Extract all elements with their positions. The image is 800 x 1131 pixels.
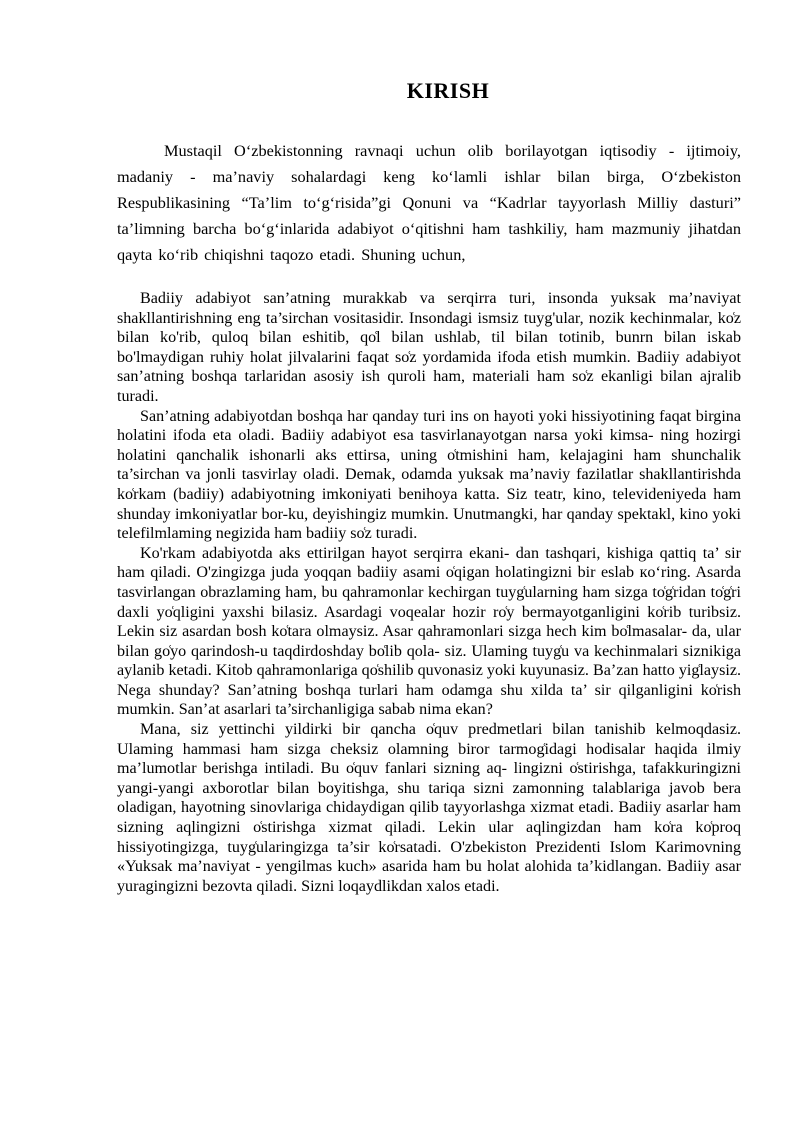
page-title: KIRISH — [406, 78, 490, 103]
paragraph-2: San’atning adabiyotdan boshqa har qanday turi ins on hayoti yoki hissiyotining faqat birgina holatini ifoda eta oladi. Badiiy adabiyot esa tasvirlanayotgan narsa yoki kimsa- ning hozirgi holatini qanchalik ishonarli aks ettirsa, uning o͑tmishini ham, kelajagini ham shunchalik ta’sirchan va jonli tasvirlay oladi. Demak, odamda yuksak ma’naviy fazilatlar shakllantirishda ko͑rkam (badiiy) adabiyotning imkoniyati benihoya katta. Siz teatr, kino, televideniyeda ham shunday imkoniyatlar bor-ku, deyishingiz mumkin. Unutmangki, har qanday spektakl, kino yoki telefilmlaming negizida ham badiiy so͑z turadi. — [117, 407, 741, 543]
paragraph-1: Badiiy adabiyot san’atning murakkab va serqirra turi, insonda yuksak ma’naviyat shakllantirishning eng ta’sirchan vositasidir. Insondagi ismsiz tuyg'ular, nozik kechinmalar, ko͑z bilan ko'rib, quloq bilan eshitib, qo͑l bilan ushlab, til bilan totinib, bunrn bilan iskab bo'lmaydigan ruhiy holat jilvalarini faqat so͑z yordamida ifoda etish mumkin. Badiiy adabiyot san’atning boshqa tarlaridan asosiy ish quroli ham, materiali ham so͑z ekanligi bilan ajralib turadi. — [117, 290, 741, 405]
paragraph-4: Mana, siz yettinchi yildirki bir qancha o͑quv predmetlari bilan tanishib kelmoqdasiz. Ulaming hammasi ham sizga cheksiz olamning biror tarmog͑idagi hodisalar haqida ilmiy ma’lumotlar berishga intiladi. Bu o͑quv fanlari sizning aq- lingizni o͑stirishga, tafakkuringizni yangi-yangi axborotlar bilan boyitishga, shu tariqa sizni zamonning talablariga javob bera oladigan, hayotning sinovlariga chidaydigan qilib tayyorlashga xizmat etadi. Badiiy asarlar ham sizning aqlingizni o͑stirishga xizmat qiladi. Lekin ular aqlingizdan ham ko͑ra ko͑proq hissiyotingizga, tuyg͑ularingizga ta’sir ko͑rsatadi. O'zbekiston Prezidenti Islom Karimovning «Yuksak ma’naviyat - yengilmas kuch» asarida ham bu holat alohida ta’kidlangan. Badiiy asar yuragingizni bezovta qiladi. Sizni loqaydlikdan xalos etadi. — [117, 721, 741, 895]
paragraph-3: Ko'rkam adabiyotda aks ettirilgan hayot serqirra ekani- dan tashqari, kishiga qattiq ta’ sir ham qiladi. O'zingizga juda yoqqan badiiy asami o͑qigan holatingizni bir eslab кo‘ring. Asarda tasvirlangan obrazlaming ham, bu qahramonlar kechirgan tuyg͑ularning ham sizga to͑g͑ridan to͑g͑ri daxli yo͑qligini yaxshi bilasiz. Asardagi voqealar hozir ro͑y bermayotganligini ko͑rib turibsiz. Lekin siz asardan bosh ko͑tara olmaysiz. Asar qahramonlari sizga hech kim bo͑lmasalar- da, ular bilan go͑yo qarindosh-u taqdirdoshday bo͑lib qola- siz. Ulaming tuyg͑u va kechinmalari siznikiga aylanib ketadi. Kitob qahramonlariga qo͑shilib quvonasiz yoki kuyunasiz. Ba’zan hatto yig͑laysiz. Nega shunday? San’atning boshqa turlari ham odamga shu xilda ta’ sir qilganligini ko͑rish mumkin. San’at asarlari ta’sirchanligiga sabab nima ekan? — [117, 544, 741, 719]
body-text — [117, 289, 741, 896]
intro-paragraph: Mustaqil O‘zbekistonning ravnaqi uchun olib borilayotgan iqtisodiy - ijtimoiy, madaniy - ma’naviy sohalardagi keng ko‘lamli ishlar bilan birga, O‘zbekiston Respublikasining “Ta’lim to‘g‘risida”gi Qonuni va “Kadrlar tayyorlash Milliy dasturi” ta’limning barcha bo‘g‘inlarida adabiyot o‘qitishni ham tashkiliy, ham mazmuniy jihatdan qayta ko‘rib chiqishni taqozo etadi. Shuning uchun, — [117, 141, 741, 264]
